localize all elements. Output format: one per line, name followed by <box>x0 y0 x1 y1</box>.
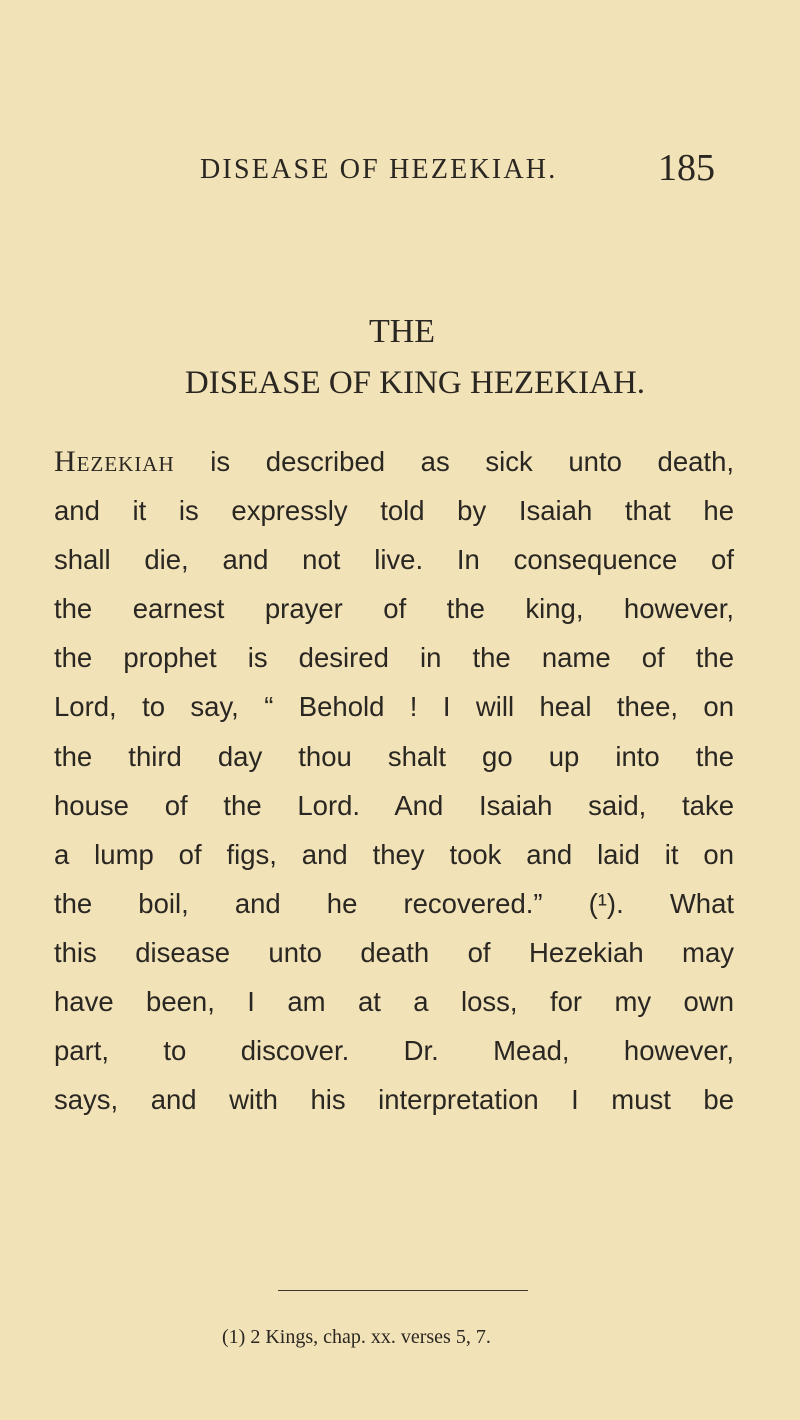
body-line: part, to discover. Dr. Mead, however, <box>54 1035 734 1067</box>
body-line: the third day thou shalt go up into the <box>54 740 734 772</box>
body-line: have been, I am at a loss, for my own <box>54 986 734 1018</box>
body-line: a lump of figs, and they took and laid it on <box>54 838 734 870</box>
lead-word: Hezekiah <box>54 445 175 478</box>
body-line: and it is expressly told by Isaiah that he <box>54 495 734 527</box>
body-line: house of the Lord. And Isaiah said, take <box>54 789 734 821</box>
body-line: this disease unto death of Hezekiah may <box>54 936 734 968</box>
footnote-rule <box>278 1290 528 1291</box>
chapter-title-line-2: DISEASE OF KING HEZEKIAH. <box>184 365 646 401</box>
body-line: shall die, and not live. In consequence of <box>54 544 734 576</box>
body-text <box>54 437 734 1124</box>
body-line: Hezekiah is described as sick unto death, <box>54 445 735 478</box>
running-title: DISEASE OF HEZEKIAH. <box>200 154 558 185</box>
footnote: (1) 2 Kings, chap. xx. verses 5, 7. <box>222 1326 491 1348</box>
body-line: Lord, to say, “ Behold ! I will heal thee, on <box>54 691 734 723</box>
running-head <box>200 147 760 190</box>
body-line: the prophet is desired in the name of the <box>54 642 734 674</box>
body-line: says, and with his interpretation I must be <box>54 1084 734 1116</box>
page-number: 185 <box>658 147 715 189</box>
body-line: the boil, and he recovered.” (¹). What <box>54 887 734 919</box>
body-line: the earnest prayer of the king, however, <box>54 593 734 625</box>
chapter-title-line-1: THE <box>368 313 436 350</box>
